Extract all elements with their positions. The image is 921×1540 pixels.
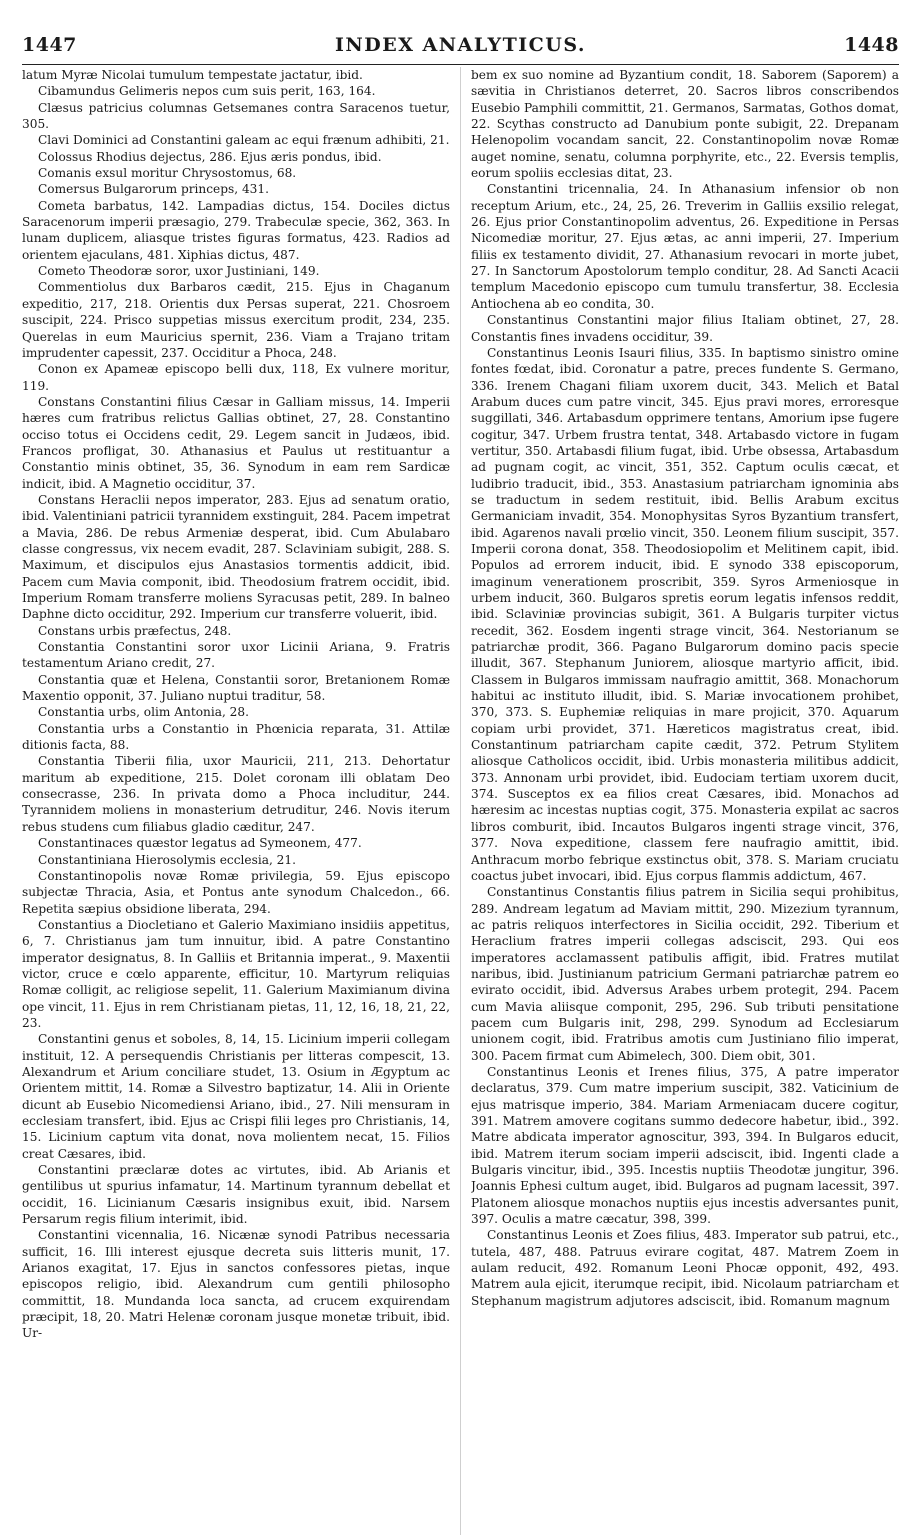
index-entry: Constantiniana Hierosolymis ecclesia, 21. (38, 852, 296, 867)
index-entry: Comersus Bulgarorum princeps, 431. (38, 182, 269, 197)
index-entry: Cibamundus Gelimeris nepos cum suis perit, 163, 164. (38, 84, 376, 99)
index-entry: Colossus Rhodius dejectus, 286. Ejus æris pondus, ibid. (38, 149, 382, 164)
header-rule (22, 64, 899, 65)
index-entry: Constantini vicennalia, 16. Nicænæ synodi Patribus necessaria sufficit, 16. Illi interest ejusque decreta suis litteris munit, 17. Arianos exagitat, 17. Ejus in sanctos confessores pietas, inque episcopos religio, ibid. Alexandrum cum gentili philosopho committit, 18. Mundanda loca sancta, ad crucem exquirendam præcipit, 18, 20. Matri Helenæ coronam jusque monetæ tribuit, ibid. Ur- (22, 1228, 450, 1341)
index-entry: Constans Heraclii nepos imperator, 283. Ejus ad senatum oratio, ibid. Valentiniani patricii tyrannidem exstinguit, 284. Pacem impetrat a Mavia, 286. De rebus Armeniæ desperat, ibid. Cum Abulabaro classe congressus, vix necem evadit, 287. Sclaviniam subigit, 288. S. Maximum, et discipulos ejus Anastasios tormentis addicit, ibid. Pacem cum Mavia componit, ibid. Theodosium fratrem occidit, ibid. Imperium Romam transferre moliens Syracusas petit, 289. In balneo Daphne dicto occiditur, 292. Imperium cur transferre voluerit, ibid. (22, 492, 450, 622)
index-entry: Constantius a Diocletiano et Galerio Maximiano insidiis appetitus, 6, 7. Christianus jam tum innuitur, ibid. A patre Constantino imperator designatus, 8. In Galliis et Britannia imperat., 9. Maxentii victor, cruce e cœlo apparente, efficitur, 10. Martyrum reliquias Romæ colligit, ac religiose sepelit, 11. Galerium Maximianum divina ope vincit, 11. Ejus in rem Christianam pietas, 11, 12, 16, 18, 21, 22, 23. (22, 917, 450, 1030)
index-entry: Constantia urbs a Constantio in Phœnicia reparata, 31. Attilæ ditionis facta, 88. (22, 721, 450, 753)
index-entry: Constantini præclaræ dotes ac virtutes, ibid. Ab Arianis et gentilibus ut spurius infamatur, 14. Martinum tyrannum debellat et occidit, 16. Licinianum Cæsaris insignibus exuit, ibid. Narsem Persarum regis filium interimit, ibid. (22, 1163, 450, 1227)
left-column (22, 67, 450, 1535)
index-entry: Constantinus Constantis filius patrem in Sicilia sequi prohibitus, 289. Andream legatum ad Maviam mittit, 290. Mizezium tyrannum, ac patris reliquos interfectores in Sicilia occidit, 292. Tiberium et Heraclium fratres imperii collegas adsciscit, 293. Qui eos imperatores acclamassent patibulis affigit, ibid. Fratres mutilat naribus, ibid. Justinianum patricium Germani patriarchæ patrem eo evirato occidit, ibid. Adversus Arabes urbem protegit, 294. Pacem cum Mavia aliisque componit, 295, 296. Sub tributi pensitatione pacem cum Bulgaris init, 298, 299. Synodum ad Ecclesiarum unionem cogit, ibid. Fratribus amotis cum Justiniano filio imperat, 300. Pacem firmat cum Abimelech, 300. Diem obit, 301. (471, 885, 899, 1063)
index-entry: Constantinus Constantini major filius Italiam obtinet, 27, 28. Constantis fines invadens occiditur, 39. (471, 313, 899, 344)
page-number-right: 1448 (844, 34, 899, 56)
index-entry: Constantia Constantini soror uxor Licinii Ariana, 9. Fratris testamentum Ariano credit, 27. (22, 640, 450, 671)
index-entry: Cometa barbatus, 142. Lampadias dictus, 154. Dociles dictus Saracenorum imperii præsagio, 279. Trabeculæ specie, 362, 363. In lunam duplicem, aliasque tristes figuras formatus, 423. Radios ad orientem ejaculans, 481. Xiphias dictus, 487. (22, 198, 450, 262)
index-entry: Clavi Dominici ad Constantini galeam ac equi frænum adhibiti, 21. (38, 133, 450, 148)
index-entry: Constantia urbs, olim Antonia, 28. (38, 705, 249, 720)
index-entry: Commentiolus dux Barbaros cædit, 215. Ejus in Chaganum expeditio, 217, 218. Orientis dux Persas superat, 221. Chosroem suscipit, 224. Prisco suppetias missus exercitum prodit, 234, 235. Querelas in eum Mauricius spernit, 236. Viam a Trajano tritam imprudenter capessit, 237. Occiditur a Phoca, 248. (22, 280, 450, 360)
index-entry: bem ex suo nomine ad Byzantium condit, 18. Saborem (Saporem) a sævitia in Christianos deterret, 20. Sacros libros conscribendos Eusebio Pamphili committit, 21. Germanos, Sarmatas, Gothos domat, 22. Scythas constructo ad Danubium ponte subigit, 22. Drepanam Helenopolim vocandam sancit, 22. Constantinopolim novæ Romæ auget nomine, senatu, columna porphyrite, etc., 22. Eversis templis, eorum spoliis ecclesias ditat, 23. (471, 68, 899, 181)
index-entry: Constantinus Leonis et Zoes filius, 483. Imperator sub patrui, etc., tutela, 487, 488. Patruus evirare cogitat, 487. Matrem Zoem in aulam reducit, 492. Romanum Leoni Phocæ opponit, 492, 493. Matrem aula ejicit, iterumque recipit, ibid. Nicolaum patriarcham et Stephanum magistrum adjutores adsciscit, ibid. Romanum magnum (471, 1228, 899, 1308)
index-entry: Constantini tricennalia, 24. In Athanasium infensior ob non receptum Arium, etc., 24, 25, 26. Treverim in Galliis exsilio relegat, 26. Ejus prior Constantinopolim adventus, 26. Expeditione in Persas Nicomediæ moritur, 27. Ejus ætas, ac anni imperii, 27. Imperium filiis ex testamento dividit, 27. Athanasium revocari in morte jubet, 27. In Sanctorum Apostolorum templo conditur, 28. Ad Sancti Acacii templum Macedonio episcopo cum tumulu transfertur, 38. Ecclesia Antiochena ab eo condita, 30. (471, 182, 899, 311)
index-entry: Constantini genus et soboles, 8, 14, 15. Licinium imperii collegam instituit, 12. A persequendis Christianis per litteras compescit, 13. Alexandrum et Arium conciliare studet, 13. Osium in Ægyptum ac Orientem mittit, 14. Romæ a Silvestro baptizatur, 14. Alii in Oriente dicunt ab Eusebio Nicomediensi Ariano, ibid., 27. Nili mensuram in ecclesiam transfert, ibid. Ejus ac Crispi filii leges pro Christianis, 14, 15. Licinium captum vita donat, nova molientem necat, 15. Filios creat Cæsares, ibid. (22, 1032, 450, 1161)
index-entry: Conon ex Apameæ episcopo belli dux, 118, Ex vulnere moritur, 119. (22, 362, 450, 393)
index-entry: Constans Constantini filius Cæsar in Galliam missus, 14. Imperii hæres cum fratribus relictus Gallias obtinet, 27, 28. Constantino occiso totus ei Occidens cedit, 29. Legem sancit in Judæos, ibid. Francos profligat, 30. Athanasius et Paulus ut restituantur a Constantio minis obtinet, 35, 36. Synodum in eam rem Sardicæ indicit, ibid. A Magnetio occiditur, 37. (22, 394, 450, 491)
running-title: INDEX ANALYTICUS. (334, 34, 586, 56)
index-entry: Constantinaces quæstor legatus ad Symeonem, 477. (38, 836, 362, 851)
index-entry: Constantia Tiberii filia, uxor Mauricii, 211, 213. Dehortatur maritum ab expeditione, 215. Dolet coronam illi oblatam Deo consecrasse, 236. In privata domo a Phoca includitur, 244. Tyrannidem moliens in monasterium detruditur, 246. Novis iterum rebus studens cum filiabus gladio cæditur, 247. (22, 754, 450, 834)
page-header (22, 34, 899, 62)
index-entry: Constans urbis præfectus, 248. (38, 623, 232, 638)
index-entry: Constantinus Leonis et Irenes filius, 375, A patre imperator declaratus, 379. Cum matre imperium suscipit, 382. Vaticinium de ejus matrisque imperio, 384. Mariam Armeniacam ducere cogitur, 391. Matrem amovere cogitans summo dedecore habetur, ibid., 392. Matre abdicata imperator agnoscitur, 393, 394. In Bulgaros educit, ibid. Matrem iterum sociam imperii adsciscit, ibid. Ingenti clade a Bulgaris vincitur, ibid., 395. Incestis nuptiis Theodotæ jungitur, 396. Joannis Ephesi cultum auget, ibid. Bulgaros ad pugnam lacessit, 397. Platonem aliosque monachos nuptiis ejus incestis adversantes punit, 397. Oculis a matre cæcatur, 398, 399. (471, 1064, 899, 1227)
index-entry: Cometo Theodoræ soror, uxor Justiniani, 149. (38, 264, 320, 279)
index-entry: Constantia quæ et Helena, Constantii soror, Bretanionem Romæ Maxentio opponit, 37. Juliano nuptui traditur, 58. (22, 672, 450, 704)
right-column (471, 67, 899, 1535)
column-divider (460, 67, 461, 1535)
index-entry: Constantinopolis novæ Romæ privilegia, 59. Ejus episcopo subjectæ Thracia, Asia, et Pontus ante synodum Chalcedon., 66. Repetita sæpius obsidione liberata, 294. (22, 868, 450, 916)
index-entry: Constantinus Leonis Isauri filius, 335. In baptismo sinistro omine fontes fœdat, ibid. Coronatur a patre, preces fundente S. Germano, 336. Irenem Chagani filiam uxorem ducit, 343. Melich et Batal Arabum duces cum patre vincit, 345. Ejus pravi mores, erroresque suggillati, 346. Artabasdum opprimere tentans, Amorium ipse fugere cogitur, 347. Urbem frustra tentat, 348. Artabasdo victore in fugam vertitur, 350. Artabasdi filium fugat, ibid. Urbe obsessa, Artabasdum ad pugnam cogit, ac vincit, 351, 352. Captum oculis cæcat, et ludibrio traducit, ibid., 353. Anastasium patriarcham ignominia abs se traductum in sedem restituit, ibid. Bellis Arabum excitus Germaniciam invadit, 354. Monophysitas Syros Byzantium transfert, ibid. Agarenos navali prœlio vincit, 350. Leonem filium suscipit, 357. Imperii corona donat, 358. Theodosiopolim et Melitinem capit, ibid. Populos ad errorem inducit, ibid. E synodo 338 episcoporum, imaginum venerationem proscribit, 359. Syros Armeniosque in urbem inducit, 360. Bulgaros spretis eorum legatis infensos reddit, ibid. Sclaviniæ provincias subigit, 361. A Bulgaris turpiter victus recedit, 362. Eosdem ingenti strage vincit, 364. Nestorianum se patriarchæ prodit, 366. Pagano Bulgarorum domino pacis specie illudit, 367. Stephanum Juniorem, aliosque martyrio afficit, ibid. Classem in Bulgaros immissam naufragio amittit, 368. Monachorum habitui ac instituto illudit, ibid. S. Mariæ invocationem prohibet, 370, 373. S. Euphemiæ reliquias in mare projicit, 370. Aquarum copiam urbi providet, 371. Hæreticos magistratus creat, ibid. Constantinum patriarcham capite cædit, 372. Petrum Stylitem aliosque Catholicos occidit, ibid. Urbis monasteria militibus addicit, 373. Annonam urbi providet, ibid. Eudociam tertiam uxorem ducit, 374. Susceptos ex ea filios creat Cæsares, ibid. Monachos ad hæresim ac incestas nuptias cogit, 375. Monasteria expilat ac sacros libros comburit, ibid. Incautos Bulgaros ingenti strage vincit, 376, 377. Nova expeditione, classem fere naufragio amittit, ibid. Anthracum morbo febrique exstinctus obit, 378. S. Mariam cruciatu coactus jubet invocari, ibid. Ejus corpus flammis addictum, 467. (471, 345, 899, 883)
index-entry: latum Myræ Nicolai tumulum tempestate jactatur, ibid. (22, 68, 363, 82)
index-entry: Clæsus patricius columnas Getsemanes contra Saracenos tuetur, 305. (22, 100, 450, 132)
page-number-left: 1447 (22, 34, 77, 56)
index-entry: Comanis exsul moritur Chrysostomus, 68. (38, 166, 297, 181)
